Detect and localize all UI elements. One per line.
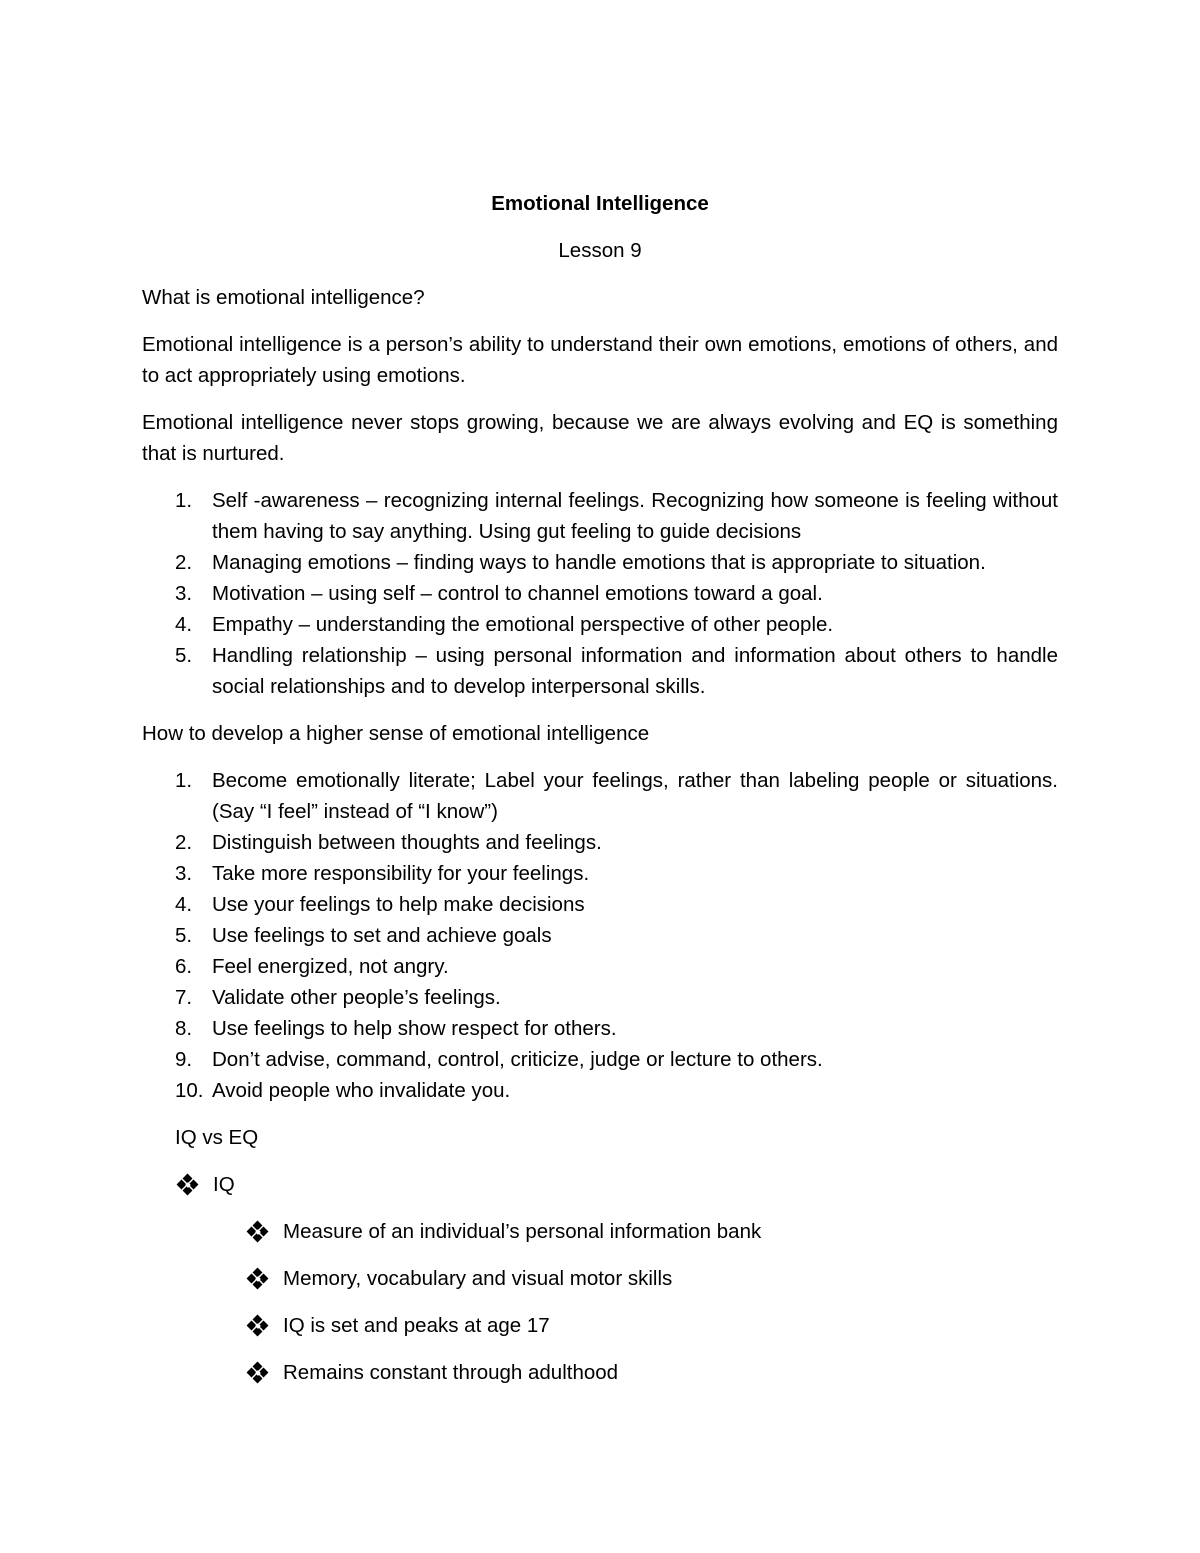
- list-item: [142, 1075, 1058, 1106]
- list-number: 5.: [175, 644, 193, 667]
- list-item: [142, 951, 1058, 982]
- list-text: Motivation – using self – control to channel emotions toward a goal.: [212, 582, 823, 605]
- list-text: Distinguish between thoughts and feelings.: [212, 831, 602, 854]
- document-subtitle: Lesson 9: [558, 239, 642, 262]
- list-number: 9.: [175, 1048, 193, 1071]
- iq-point-text: Memory, vocabulary and visual motor skills: [283, 1267, 673, 1290]
- list-text: Use feelings to help show respect for others.: [212, 1017, 617, 1040]
- list-text: Empathy – understanding the emotional perspective of other people.: [212, 613, 834, 636]
- iq-point: [142, 1357, 1058, 1388]
- iq-point: [142, 1263, 1058, 1294]
- list-text: Take more responsibility for your feelings.: [212, 862, 590, 885]
- diamond-bullet-icon: [248, 1316, 268, 1336]
- list-number: 4.: [175, 613, 193, 636]
- list-item: [142, 827, 1058, 858]
- list-number: 3.: [175, 582, 193, 605]
- diamond-bullet-icon: [248, 1269, 268, 1289]
- iq-bullet: [142, 1169, 1058, 1200]
- list-text: Feel energized, not angry.: [212, 955, 449, 978]
- iq-point-text: Remains constant through adulthood: [283, 1361, 619, 1384]
- develop-steps-list: [142, 765, 1058, 1106]
- list-number: 5.: [175, 924, 193, 947]
- develop-heading: How to develop a higher sense of emotional intelligence: [142, 722, 650, 745]
- iq-point-text: Measure of an individual’s personal information bank: [283, 1220, 762, 1243]
- list-text: Use feelings to set and achieve goals: [212, 924, 552, 947]
- list-text: Handling relationship – using personal information and information about others to handle social relationships and to develop interpersonal skills.: [212, 644, 1058, 698]
- list-item: [142, 889, 1058, 920]
- list-number: 2.: [175, 551, 193, 574]
- diamond-bullet-icon: [248, 1363, 268, 1383]
- list-text: Self -awareness – recognizing internal feelings. Recognizing how someone is feeling without them having to say anything. Using gut feeling to guide decisions: [212, 489, 1058, 543]
- list-item: [142, 920, 1058, 951]
- definition-paragraph: Emotional intelligence is a person’s ability to understand their own emotions, emotions of others, and to act appropriately using emotions.: [142, 333, 1058, 387]
- list-item: [142, 485, 1058, 547]
- list-item: [142, 765, 1058, 827]
- question-heading: What is emotional intelligence?: [142, 286, 425, 309]
- list-number: 1.: [175, 769, 193, 792]
- diamond-bullet-icon: [178, 1175, 198, 1195]
- growth-paragraph: Emotional intelligence never stops growing, because we are always evolving and EQ is something that is nurtured.: [142, 411, 1058, 465]
- iq-point-text: IQ is set and peaks at age 17: [283, 1314, 550, 1337]
- list-item: [142, 547, 1058, 578]
- list-number: 4.: [175, 893, 193, 916]
- list-number: 1.: [175, 489, 193, 512]
- list-item: [142, 858, 1058, 889]
- list-text: Become emotionally literate; Label your feelings, rather than labeling people or situations. (Say “I feel” instead of “I know”): [212, 769, 1058, 823]
- iq-label: IQ: [213, 1173, 235, 1196]
- list-item: [142, 1044, 1058, 1075]
- list-item: [142, 609, 1058, 640]
- components-list: [142, 485, 1058, 702]
- list-text: Avoid people who invalidate you.: [212, 1079, 511, 1102]
- list-number: 6.: [175, 955, 193, 978]
- list-item: [142, 1013, 1058, 1044]
- document-page: [142, 188, 1058, 1388]
- iq-point: [142, 1216, 1058, 1247]
- list-item: [142, 578, 1058, 609]
- list-text: Managing emotions – finding ways to handle emotions that is appropriate to situation.: [212, 551, 986, 574]
- iq-point: [142, 1310, 1058, 1341]
- list-number: 8.: [175, 1017, 193, 1040]
- list-number: 7.: [175, 986, 193, 1009]
- iq-vs-eq-heading: IQ vs EQ: [175, 1126, 259, 1149]
- document-title: Emotional Intelligence: [491, 192, 709, 215]
- list-text: Use your feelings to help make decisions: [212, 893, 585, 916]
- list-item: [142, 982, 1058, 1013]
- list-item: [142, 640, 1058, 702]
- list-number: 2.: [175, 831, 193, 854]
- diamond-bullet-icon: [248, 1222, 268, 1242]
- list-number: 10.: [175, 1079, 204, 1102]
- list-text: Validate other people’s feelings.: [212, 986, 501, 1009]
- list-number: 3.: [175, 862, 193, 885]
- list-text: Don’t advise, command, control, criticize, judge or lecture to others.: [212, 1048, 823, 1071]
